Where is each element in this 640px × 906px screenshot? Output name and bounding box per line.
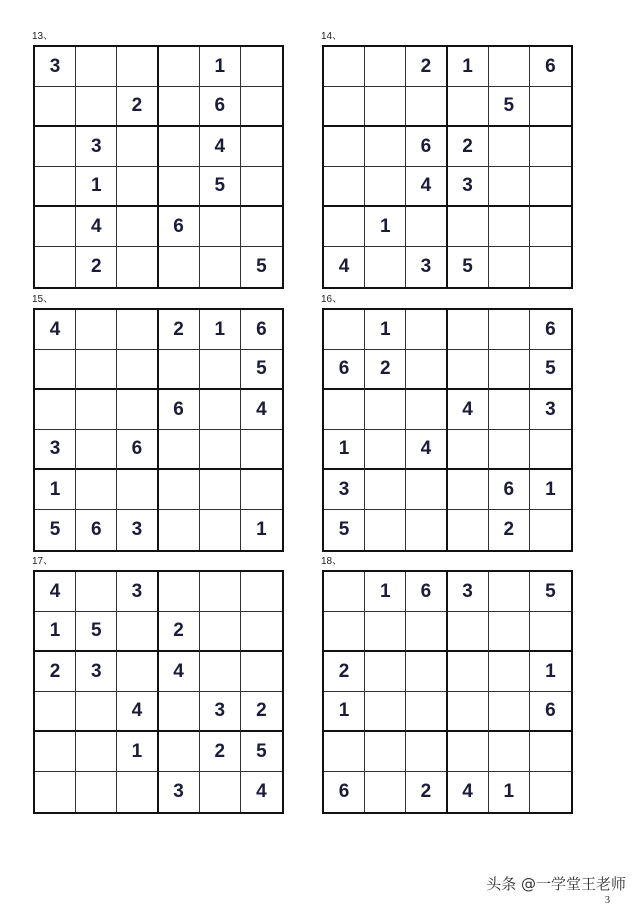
sudoku-cell (117, 247, 158, 287)
sudoku-cell: 1 (365, 207, 406, 247)
sudoku-cell (200, 652, 241, 692)
sudoku-cell (324, 167, 365, 207)
sudoku-cell (489, 207, 530, 247)
sudoku-cell (200, 247, 241, 287)
sudoku-cell (324, 390, 365, 430)
sudoku-cell (241, 207, 282, 247)
sudoku-cell (406, 350, 447, 390)
sudoku-cell (324, 732, 365, 772)
sudoku-cell: 4 (200, 127, 241, 167)
sudoku-cell (117, 207, 158, 247)
sudoku-cell: 6 (200, 87, 241, 127)
sudoku-cell (35, 732, 76, 772)
sudoku-grid (322, 45, 573, 289)
sudoku-cell (200, 470, 241, 510)
sudoku-cell: 5 (241, 732, 282, 772)
sudoku-cell (117, 47, 158, 87)
sudoku-cell (117, 167, 158, 207)
sudoku-cell (489, 247, 530, 287)
puzzle-label: 13、 (32, 31, 54, 42)
sudoku-cell (35, 772, 76, 812)
sudoku-cell (365, 772, 406, 812)
sudoku-cell: 2 (117, 87, 158, 127)
sudoku-cell (365, 430, 406, 470)
sudoku-cell (35, 692, 76, 732)
sudoku-cell (448, 350, 489, 390)
sudoku-cell (159, 470, 200, 510)
sudoku-cell (530, 87, 571, 127)
sudoku-cell (365, 167, 406, 207)
sudoku-cell: 6 (159, 207, 200, 247)
sudoku-cell (448, 87, 489, 127)
sudoku-cell: 6 (406, 572, 447, 612)
sudoku-cell (489, 430, 530, 470)
sudoku-cell (76, 430, 117, 470)
sudoku-cell (324, 47, 365, 87)
sudoku-cell: 3 (530, 390, 571, 430)
sudoku-cell (76, 47, 117, 87)
sudoku-cell (241, 572, 282, 612)
sudoku-cell (406, 87, 447, 127)
sudoku-cell: 4 (35, 310, 76, 350)
sudoku-cell: 3 (159, 772, 200, 812)
sudoku-cell: 5 (530, 572, 571, 612)
sudoku-cell (241, 470, 282, 510)
sudoku-cell: 5 (200, 167, 241, 207)
sudoku-cell: 3 (200, 692, 241, 732)
sudoku-grid (33, 570, 284, 814)
sudoku-cell (35, 87, 76, 127)
sudoku-cell: 4 (256, 781, 267, 802)
sudoku-cell (365, 692, 406, 732)
sudoku-cell: 3 (448, 167, 489, 207)
sudoku-cell: 5 (448, 247, 489, 287)
puzzle-label: 15、 (32, 294, 54, 305)
sudoku-cell (241, 652, 282, 692)
sudoku-cell (530, 207, 571, 247)
sudoku-cell: 1 (365, 310, 406, 350)
sudoku-cell (489, 652, 530, 692)
sudoku-cell: 6 (530, 310, 571, 350)
sudoku-cell: 2 (324, 652, 365, 692)
sudoku-cell: 6 (324, 350, 365, 390)
sudoku-cell: 6 (159, 390, 200, 430)
sudoku-cell: 2 (489, 510, 530, 550)
sudoku-cell: 1 (324, 692, 365, 732)
sudoku-cell: 1 (200, 47, 241, 87)
sudoku-cell: 5 (489, 87, 530, 127)
sudoku-cell: 1 (530, 470, 571, 510)
sudoku-cell (406, 207, 447, 247)
sudoku-cell: 3 (117, 510, 158, 550)
sudoku-cell (489, 612, 530, 652)
sudoku-cell (35, 390, 76, 430)
sudoku-cell: 5 (256, 256, 267, 277)
sudoku-cell (448, 310, 489, 350)
sudoku-cell (530, 430, 571, 470)
sudoku-cell: 6 (324, 772, 365, 812)
sudoku-cell (117, 127, 158, 167)
sudoku-cell (159, 430, 200, 470)
sudoku-cell: 4 (76, 207, 117, 247)
sudoku-cell (76, 732, 117, 772)
sudoku-cell: 4 (324, 247, 365, 287)
sudoku-cell (324, 87, 365, 127)
sudoku-cell (530, 772, 571, 812)
sudoku-cell (406, 692, 447, 732)
sudoku-cell (35, 167, 76, 207)
sudoku-cell: 2 (406, 47, 447, 87)
sudoku-cell (406, 652, 447, 692)
sudoku-cell (365, 732, 406, 772)
sudoku-cell (241, 47, 282, 87)
sudoku-cell (241, 612, 282, 652)
sudoku-cell (406, 390, 447, 430)
sudoku-cell (200, 612, 241, 652)
sudoku-cell (76, 572, 117, 612)
sudoku-cell: 4 (159, 652, 200, 692)
sudoku-cell (117, 310, 158, 350)
sudoku-cell (406, 470, 447, 510)
sudoku-cell (530, 247, 571, 287)
sudoku-cell (530, 167, 571, 207)
sudoku-cell: 5 (35, 510, 76, 550)
sudoku-cell (200, 772, 241, 812)
sudoku-cell (159, 510, 200, 550)
sudoku-cell (448, 510, 489, 550)
sudoku-cell: 4 (448, 772, 489, 812)
watermark: 头条 @一学堂王老师 (486, 875, 626, 893)
sudoku-cell: 3 (448, 572, 489, 612)
sudoku-cell (76, 87, 117, 127)
sudoku-cell: 6 (117, 430, 158, 470)
sudoku-cell: 4 (117, 692, 158, 732)
sudoku-cell (200, 350, 241, 390)
sudoku-cell: 4 (241, 390, 282, 430)
sudoku-cell: 3 (117, 572, 158, 612)
sudoku-cell (489, 310, 530, 350)
sudoku-cell (448, 470, 489, 510)
sudoku-cell: 5 (324, 510, 365, 550)
sudoku-cell (200, 510, 241, 550)
sudoku-cell (35, 350, 76, 390)
sudoku-cell (117, 612, 158, 652)
sudoku-cell (530, 612, 571, 652)
sudoku-cell (159, 167, 200, 207)
sudoku-cell: 3 (76, 652, 117, 692)
sudoku-grid (322, 570, 573, 814)
sudoku-cell (448, 652, 489, 692)
sudoku-cell: 4 (406, 167, 447, 207)
sudoku-cell (117, 350, 158, 390)
sudoku-cell (200, 390, 241, 430)
sudoku-cell (241, 430, 282, 470)
sudoku-cell: 6 (406, 127, 447, 167)
sudoku-cell: 3 (35, 47, 76, 87)
sudoku-cell (530, 127, 571, 167)
puzzle-label: 14、 (321, 31, 343, 42)
sudoku-cell: 1 (530, 652, 571, 692)
sudoku-cell (489, 572, 530, 612)
sudoku-cell: 4 (448, 390, 489, 430)
sudoku-cell (365, 510, 406, 550)
sudoku-cell (365, 247, 406, 287)
sudoku-cell (448, 430, 489, 470)
sudoku-cell (76, 390, 117, 430)
sudoku-cell (76, 470, 117, 510)
sudoku-cell (365, 470, 406, 510)
sudoku-cell: 1 (76, 167, 117, 207)
sudoku-cell: 1 (35, 612, 76, 652)
sudoku-cell: 6 (530, 47, 571, 87)
sudoku-cell (489, 127, 530, 167)
sudoku-cell (159, 47, 200, 87)
sudoku-cell: 1 (324, 430, 365, 470)
sudoku-cell (117, 390, 158, 430)
sudoku-cell (489, 390, 530, 430)
sudoku-cell (159, 572, 200, 612)
sudoku-cell: 4 (406, 430, 447, 470)
sudoku-cell (117, 772, 158, 812)
sudoku-cell (324, 612, 365, 652)
sudoku-cell (365, 612, 406, 652)
sudoku-cell: 6 (489, 470, 530, 510)
sudoku-cell: 2 (406, 772, 447, 812)
sudoku-cell: 1 (365, 572, 406, 612)
sudoku-cell (324, 572, 365, 612)
sudoku-cell (35, 207, 76, 247)
page-number: 3 (605, 895, 610, 906)
sudoku-cell (489, 350, 530, 390)
sudoku-cell (241, 87, 282, 127)
sudoku-cell: 1 (200, 310, 241, 350)
sudoku-grid (33, 45, 284, 289)
sudoku-cell (76, 772, 117, 812)
sudoku-cell: 2 (365, 350, 406, 390)
puzzle-label: 17、 (32, 556, 54, 567)
sudoku-cell: 5 (76, 612, 117, 652)
puzzle-label: 16、 (321, 294, 343, 305)
sudoku-cell (76, 310, 117, 350)
sudoku-cell (489, 692, 530, 732)
sudoku-cell (448, 692, 489, 732)
sudoku-cell: 3 (406, 247, 447, 287)
sudoku-cell (76, 692, 117, 732)
sudoku-cell: 3 (35, 430, 76, 470)
sudoku-cell: 2 (159, 612, 200, 652)
sudoku-cell: 3 (76, 127, 117, 167)
sudoku-cell: 6 (241, 310, 282, 350)
sudoku-grid (33, 308, 284, 552)
sudoku-cell: 1 (35, 470, 76, 510)
sudoku-cell: 1 (489, 772, 530, 812)
sudoku-cell: 1 (117, 732, 158, 772)
sudoku-cell: 3 (324, 470, 365, 510)
sudoku-cell: 2 (241, 692, 282, 732)
sudoku-cell (76, 350, 117, 390)
sudoku-cell (324, 310, 365, 350)
sudoku-cell: 2 (159, 310, 200, 350)
sudoku-cell (365, 47, 406, 87)
sudoku-cell: 1 (448, 47, 489, 87)
sudoku-cell (159, 732, 200, 772)
sudoku-cell (365, 390, 406, 430)
sudoku-cell: 2 (35, 652, 76, 692)
sudoku-cell: 2 (448, 127, 489, 167)
sudoku-cell (448, 612, 489, 652)
sudoku-cell (448, 732, 489, 772)
sudoku-cell (159, 87, 200, 127)
sudoku-cell (324, 207, 365, 247)
sudoku-cell: 1 (256, 519, 267, 540)
sudoku-cell (200, 430, 241, 470)
sudoku-cell (117, 470, 158, 510)
sudoku-cell (159, 247, 200, 287)
sudoku-cell (365, 87, 406, 127)
sudoku-cell (200, 572, 241, 612)
sudoku-cell (489, 167, 530, 207)
sudoku-cell (406, 310, 447, 350)
sudoku-cell (35, 247, 76, 287)
sudoku-cell (365, 652, 406, 692)
sudoku-cell (489, 47, 530, 87)
sudoku-cell (159, 692, 200, 732)
sudoku-cell: 2 (76, 247, 117, 287)
sudoku-grid (322, 308, 573, 552)
puzzle-label: 18、 (321, 556, 343, 567)
sudoku-cell (489, 732, 530, 772)
sudoku-cell (448, 207, 489, 247)
sudoku-cell: 2 (200, 732, 241, 772)
sudoku-cell (530, 510, 571, 550)
sudoku-cell (365, 127, 406, 167)
sudoku-cell (241, 167, 282, 207)
sudoku-cell (530, 732, 571, 772)
sudoku-cell: 4 (35, 572, 76, 612)
sudoku-cell (35, 127, 76, 167)
sudoku-cell (159, 350, 200, 390)
sudoku-cell (159, 127, 200, 167)
sudoku-cell (406, 510, 447, 550)
sudoku-cell: 5 (530, 350, 571, 390)
sudoku-cell: 5 (241, 350, 282, 390)
sudoku-cell (241, 127, 282, 167)
sudoku-cell (117, 652, 158, 692)
sudoku-cell: 6 (76, 510, 117, 550)
sudoku-cell (324, 127, 365, 167)
sudoku-cell (200, 207, 241, 247)
sudoku-cell: 6 (530, 692, 571, 732)
sudoku-cell (406, 612, 447, 652)
sudoku-cell (406, 732, 447, 772)
